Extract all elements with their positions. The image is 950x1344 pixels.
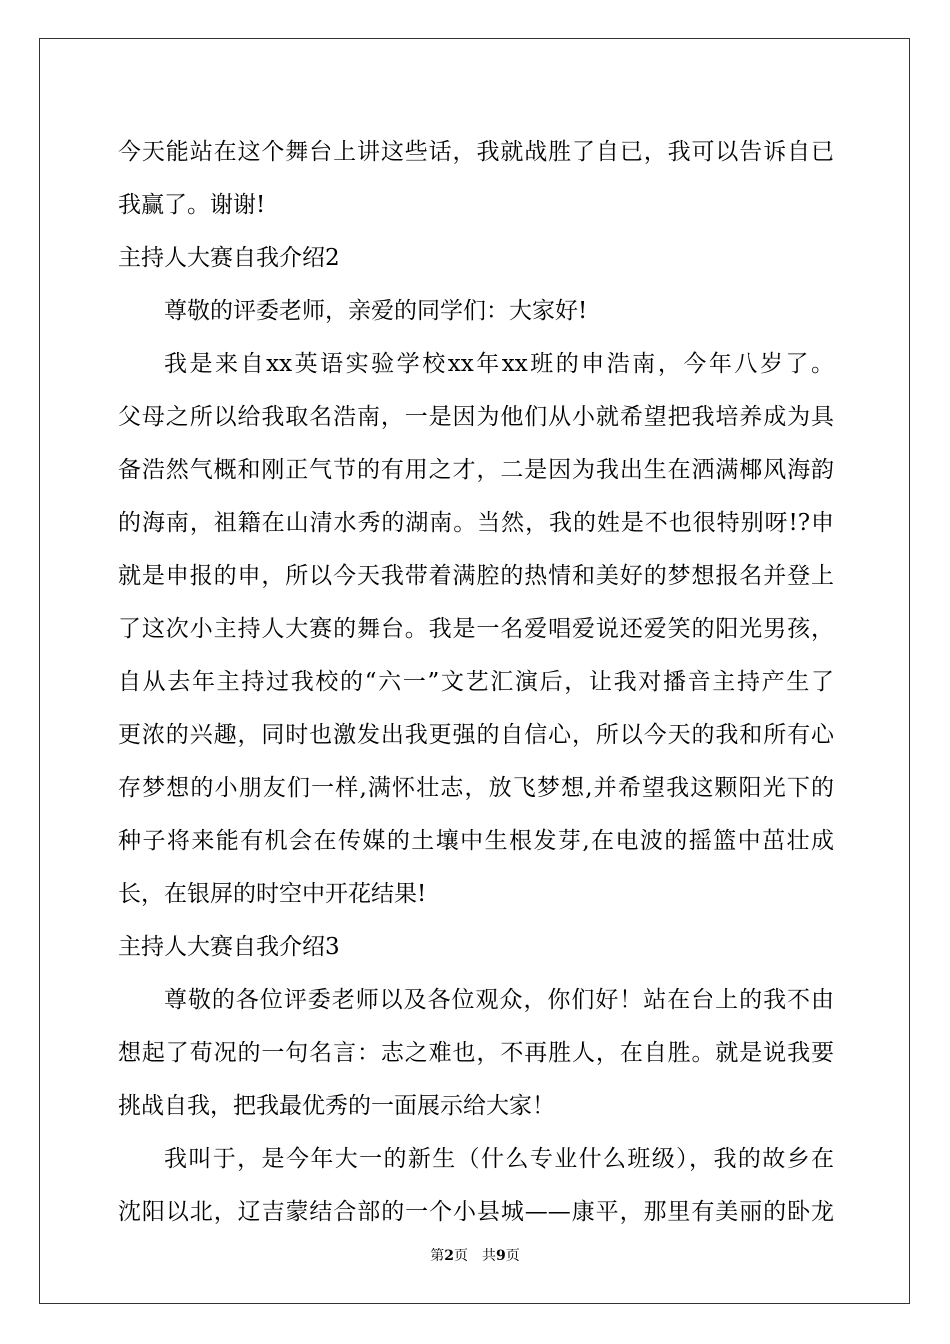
section-heading: 主持人大赛自我介绍2 — [118, 245, 340, 271]
body-line: 备浩然气概和刚正气节的有用之才，二是因为我出生在洒满椰风海韵 — [118, 457, 834, 483]
page-number-total: 9 — [496, 1248, 506, 1264]
body-line: 父母之所以给我取名浩南，一是因为他们从小就希望把我培养成为具 — [118, 404, 834, 430]
body-line: 我叫于，是今年大一的新生（什么专业什么班级），我的故乡在 — [164, 1146, 834, 1172]
body-line: 我赢了。谢谢! — [118, 192, 266, 218]
section-heading: 主持人大赛自我介绍3 — [118, 934, 340, 960]
body-line: 更浓的兴趣，同时也激发出我更强的自信心，所以今天的我和所有心 — [118, 722, 834, 748]
body-line: 存梦想的小朋友们一样,满怀壮志，放飞梦想,并希望我这颗阳光下的 — [118, 775, 834, 801]
body-line: 想起了荀况的一句名言：志之难也，不再胜人，在自胜。就是说我要 — [118, 1040, 834, 1066]
body-line: 我是来自xx英语实验学校xx年xx班的申浩南，今年八岁了。 — [164, 351, 834, 377]
page-number-suffix: 页 — [454, 1248, 468, 1264]
body-line: 就是申报的申，所以今天我带着满腔的热情和美好的梦想报名并登上 — [118, 563, 834, 589]
body-line: 了这次小主持人大赛的舞台。我是一名爱唱爱说还爱笑的阳光男孩， — [118, 616, 834, 642]
body-line: 今天能站在这个舞台上讲这些话，我就战胜了自已，我可以告诉自已 — [118, 139, 834, 165]
page-total-suffix: 页 — [505, 1248, 520, 1264]
body-line: 尊敬的评委老师，亲爱的同学们：大家好! — [164, 298, 588, 324]
body-line: 尊敬的各位评委老师以及各位观众，你们好！站在台上的我不由 — [164, 987, 834, 1013]
page-number-current: 2 — [444, 1248, 454, 1264]
body-line: 的海南，祖籍在山清水秀的湖南。当然，我的姓是不也很特别呀!?申 — [118, 510, 834, 536]
body-line: 长，在银屏的时空中开花结果! — [118, 881, 427, 907]
page-footer — [0, 1246, 950, 1266]
body-line: 自从去年主持过我校的“六一”文艺汇演后，让我对播音主持产生了 — [118, 669, 834, 695]
page-number-prefix: 第 — [430, 1248, 445, 1264]
page-total-prefix: 共 — [482, 1248, 496, 1264]
body-line: 沈阳以北，辽吉蒙结合部的一个小县城——康平，那里有美丽的卧龙 — [118, 1199, 834, 1225]
document-body — [118, 126, 834, 1239]
body-line: 种子将来能有机会在传媒的土壤中生根发芽,在电波的摇篮中茁壮成 — [118, 828, 834, 854]
body-line: 挑战自我，把我最优秀的一面展示给大家！ — [118, 1093, 555, 1119]
